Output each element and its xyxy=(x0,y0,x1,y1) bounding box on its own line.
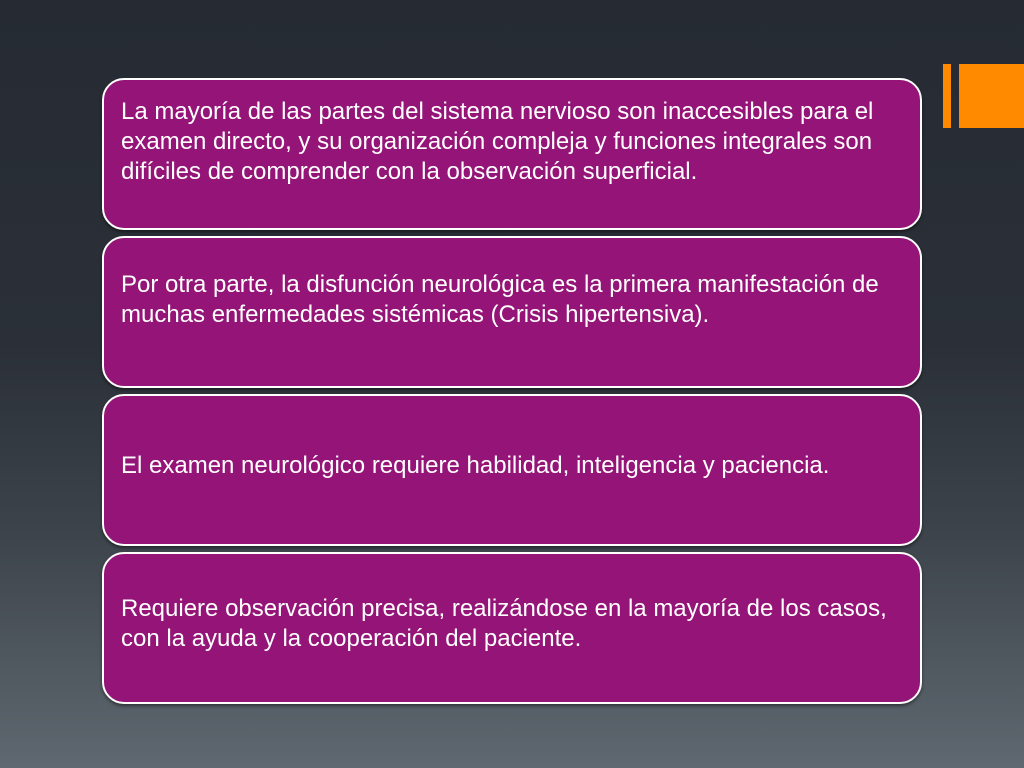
content-box-3 xyxy=(102,394,922,546)
accent-bar-thin xyxy=(943,64,951,128)
content-box-text: La mayoría de las partes del sistema nervioso son inaccesibles para el examen directo, y su organización compleja y funciones integrales son difíciles de comprender con la observación superficial. xyxy=(121,98,874,185)
content-box-2 xyxy=(102,236,922,388)
content-box-text: El examen neurológico requiere habilidad, inteligencia y paciencia. xyxy=(121,452,830,479)
content-box-text: Por otra parte, la disfunción neurológica es la primera manifestación de muchas enfermedades sistémicas (Crisis hipertensiva). xyxy=(121,271,879,328)
content-box-text: Requiere observación precisa, realizándose en la mayoría de los casos, con la ayuda y la cooperación del paciente. xyxy=(121,595,887,652)
content-box-4 xyxy=(102,552,922,704)
content-box-list xyxy=(102,78,922,710)
content-box-1 xyxy=(102,78,922,230)
accent-bar-wide xyxy=(959,64,1024,128)
